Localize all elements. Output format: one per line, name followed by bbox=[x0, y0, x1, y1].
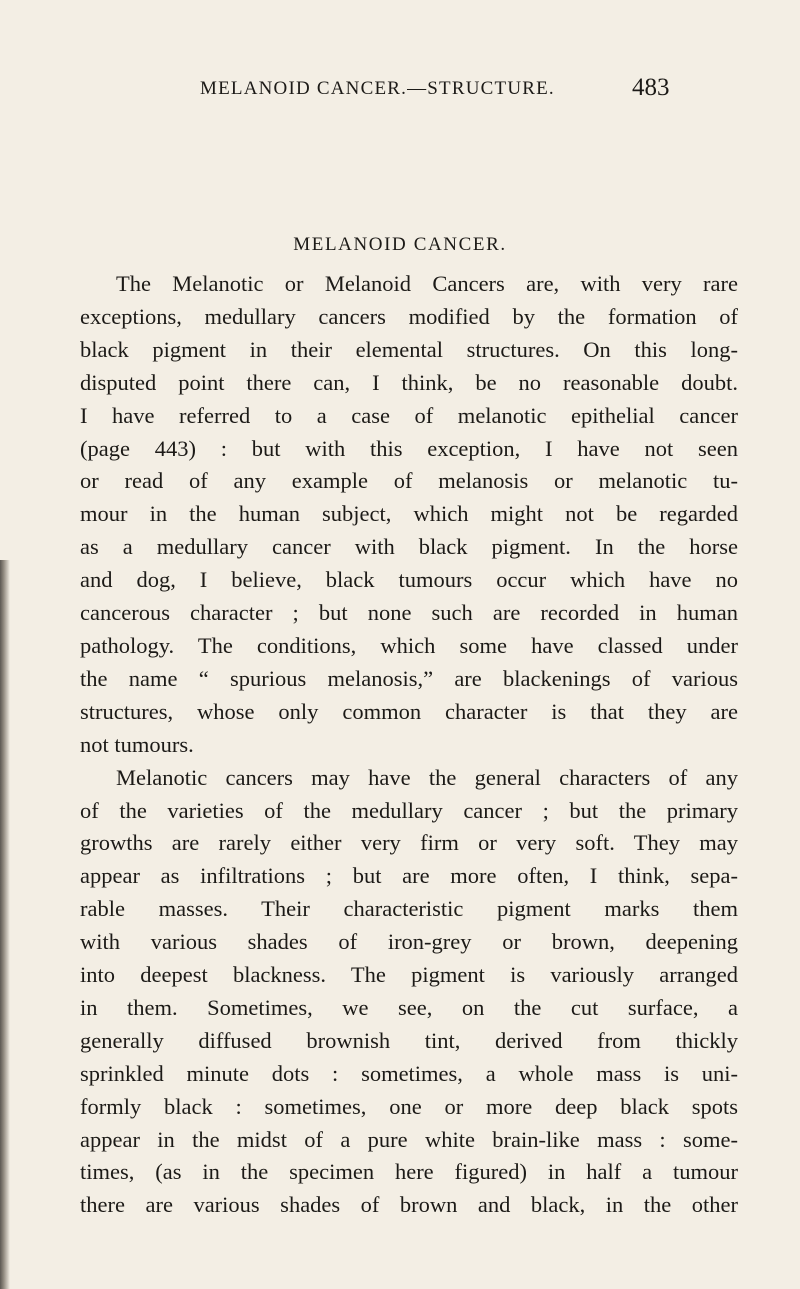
paragraph-2 bbox=[80, 762, 738, 1223]
paragraph-1 bbox=[80, 268, 738, 762]
text-line: exceptions, medullary cancers modified by the formation of bbox=[80, 303, 738, 329]
text-line: rable masses. Their characteristic pigment marks them bbox=[80, 896, 738, 922]
text-line: generally diffused brownish tint, derived from thickly bbox=[80, 1027, 738, 1053]
text-line: the name “ spurious melanosis,” are blackenings of various bbox=[80, 665, 738, 691]
text-line: mour in the human subject, which might not be regarded bbox=[80, 501, 738, 527]
text-line: with various shades of iron-grey or brown, deepening bbox=[80, 929, 738, 955]
text-line: as a medullary cancer with black pigment. In the horse bbox=[80, 534, 738, 560]
text-line: sprinkled minute dots : sometimes, a whole mass is uni- bbox=[80, 1060, 738, 1086]
text-line: and dog, I believe, black tumours occur which have no bbox=[80, 567, 738, 593]
text-line: or read of any example of melanosis or melanotic tu- bbox=[80, 468, 738, 494]
text-line: not tumours. bbox=[80, 731, 194, 757]
running-head: MELANOID CANCER.—STRUCTURE. bbox=[200, 78, 555, 99]
text-line: formly black : sometimes, one or more deep black spots bbox=[80, 1093, 738, 1119]
text-line: (page 443) : but with this exception, I have not seen bbox=[80, 435, 738, 461]
text-line: in them. Sometimes, we see, on the cut surface, a bbox=[80, 994, 738, 1020]
text-line: growths are rarely either very firm or very soft. They may bbox=[80, 830, 738, 856]
body-text bbox=[80, 268, 738, 1222]
text-line: I have referred to a case of melanotic epithelial cancer bbox=[80, 402, 738, 428]
text-line: black pigment in their elemental structures. On this long- bbox=[80, 336, 738, 362]
text-line: pathology. The conditions, which some have classed under bbox=[80, 632, 738, 658]
text-line: of the varieties of the medullary cancer ; but the primary bbox=[80, 797, 738, 823]
text-line: into deepest blackness. The pigment is variously arranged bbox=[80, 962, 738, 988]
text-line: The Melanotic or Melanoid Cancers are, with very rare bbox=[116, 271, 738, 296]
page-edge-shadow bbox=[0, 560, 10, 1289]
text-line: disputed point there can, I think, be no reasonable doubt. bbox=[80, 369, 738, 395]
text-line: there are various shades of brown and black, in the other bbox=[80, 1192, 738, 1218]
page-number: 483 bbox=[632, 74, 670, 101]
text-line: appear in the midst of a pure white brain-like mass : some- bbox=[80, 1126, 738, 1152]
text-line: Melanotic cancers may have the general characters of any bbox=[116, 764, 738, 790]
text-line: cancerous character ; but none such are recorded in human bbox=[80, 600, 738, 626]
text-line: times, (as in the specimen here figured) in half a tumour bbox=[80, 1159, 738, 1185]
text-line: structures, whose only common character is that they are bbox=[80, 698, 738, 724]
section-title: MELANOID CANCER. bbox=[293, 234, 507, 255]
text-line: appear as infiltrations ; but are more often, I think, sepa- bbox=[80, 863, 738, 889]
